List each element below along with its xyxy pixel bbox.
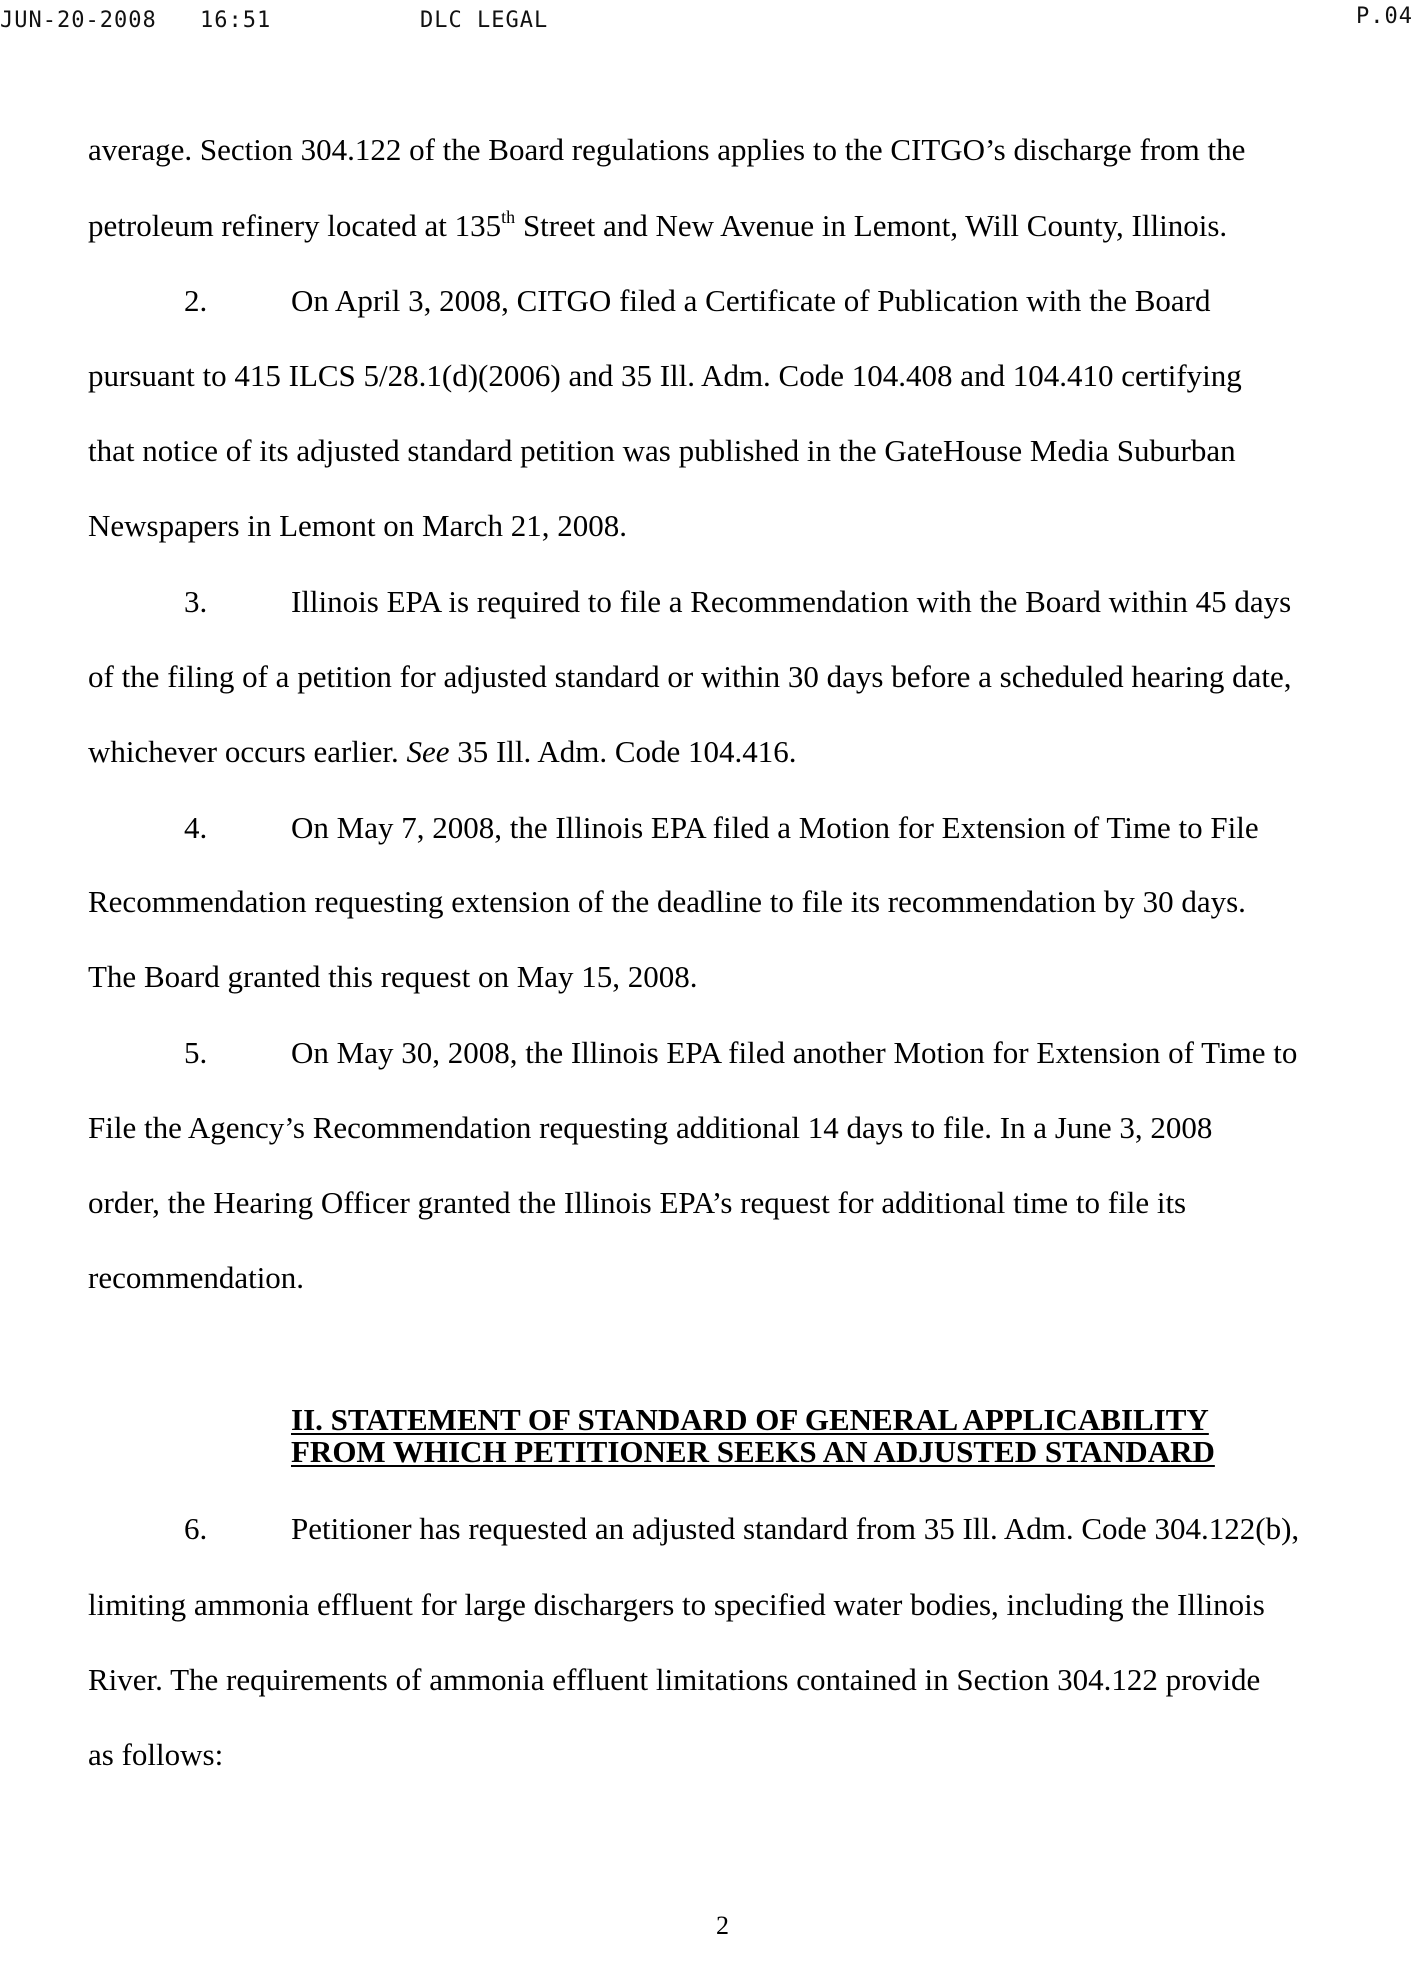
p6-number: 6. xyxy=(184,1511,208,1546)
p6-line4: as follows: xyxy=(88,1737,224,1772)
p6-line1: Petitioner has requested an adjusted standard from 35 Ill. Adm. Code 304.122(b), xyxy=(291,1511,1300,1546)
p5-line4: recommendation. xyxy=(88,1260,305,1295)
p6-line3: River. The requirements of ammonia effluent limitations contained in Section 304.122 provide xyxy=(88,1662,1261,1697)
p2-line2: pursuant to 415 ILCS 5/28.1(d)(2006) and 35 Ill. Adm. Code 104.408 and 104.410 certifying xyxy=(88,358,1242,393)
fax-time: 16:51 xyxy=(200,8,272,33)
p4-number: 4. xyxy=(184,810,208,845)
p2-line1: On April 3, 2008, CITGO filed a Certificate of Publication with the Board xyxy=(291,283,1211,318)
fax-page: P.04 xyxy=(1356,4,1413,29)
p5-line2: File the Agency’s Recommendation requesting additional 14 days to file. In a June 3, 2008 xyxy=(88,1110,1213,1145)
p6-line2: limiting ammonia effluent for large dischargers to specified water bodies, including the Illinois xyxy=(88,1587,1265,1622)
p3-line3: whichever occurs earlier. See 35 Ill. Adm. Code 104.416. xyxy=(88,734,797,769)
p5-line3: order, the Hearing Officer granted the Illinois EPA’s request for additional time to file its xyxy=(88,1185,1187,1220)
p2-line4: Newspapers in Lemont on March 21, 2008. xyxy=(88,508,627,543)
p3-line2: of the filing of a petition for adjusted standard or within 30 days before a scheduled hearing date, xyxy=(88,659,1292,694)
p2-line3: that notice of its adjusted standard petition was published in the GateHouse Media Suburban xyxy=(88,433,1236,468)
page-number: 2 xyxy=(716,1911,729,1940)
p2-number: 2. xyxy=(184,283,208,318)
p4-line3: The Board granted this request on May 15, 2008. xyxy=(88,959,698,994)
p1-line2: petroleum refinery located at 135th Street and New Avenue in Lemont, Will County, Illinois. xyxy=(88,206,1228,243)
p3-number: 3. xyxy=(184,584,208,619)
p3-line1: Illinois EPA is required to file a Recommendation with the Board within 45 days xyxy=(291,584,1292,619)
fax-date: JUN-20-2008 xyxy=(0,8,157,33)
p5-line1: On May 30, 2008, the Illinois EPA filed another Motion for Extension of Time to xyxy=(291,1035,1298,1070)
p5-number: 5. xyxy=(184,1035,208,1070)
p4-line2: Recommendation requesting extension of the deadline to file its recommendation by 30 days. xyxy=(88,884,1246,919)
p4-line1: On May 7, 2008, the Illinois EPA filed a Motion for Extension of Time to File xyxy=(291,810,1259,845)
fax-sender: DLC LEGAL xyxy=(420,8,549,33)
section-heading-line2: FROM WHICH PETITIONER SEEKS AN ADJUSTED STANDARD xyxy=(291,1434,1215,1469)
section-heading-line1: II. STATEMENT OF STANDARD OF GENERAL APPLICABILITY xyxy=(291,1402,1209,1437)
p1-line1: average. Section 304.122 of the Board regulations applies to the CITGO’s discharge from the xyxy=(88,132,1246,167)
